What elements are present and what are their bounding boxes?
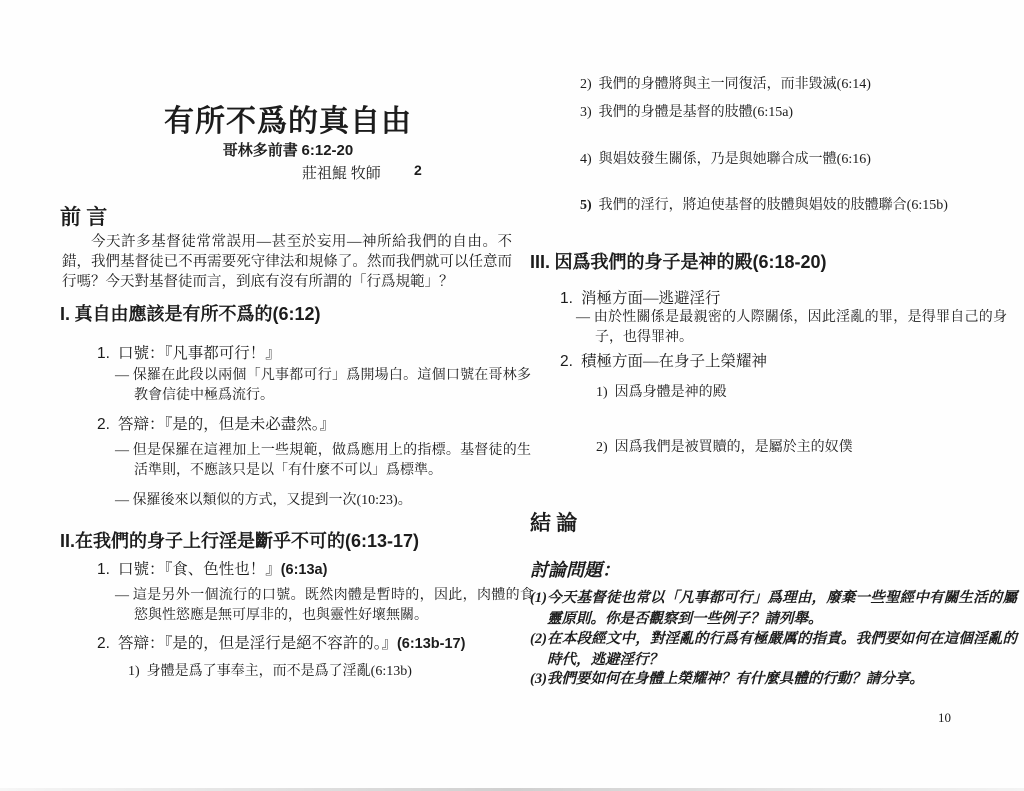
section2-item1-text: 口號：『食、色性也！』: [117, 561, 281, 578]
section3-number: III.: [530, 252, 551, 272]
section1-number: I.: [60, 304, 71, 324]
section2-subitem2: [580, 73, 871, 93]
author-name: 莊祖鯤 牧師: [302, 166, 381, 182]
section3-item1-label: 1.: [560, 290, 573, 307]
header-number: 2: [414, 162, 422, 178]
section2-subitem4-label: 4): [580, 152, 592, 167]
section3-subitem1-text: 因爲身體是神的殿: [614, 385, 727, 400]
section2-subitem3: [580, 101, 793, 121]
section1-item1: [97, 341, 281, 363]
section1-item2-text: 答辯：『是的，但是未必盡然。』: [117, 416, 335, 433]
discussion-heading: 討論問題：: [530, 560, 620, 580]
discussion-question-2: (2)在本段經文中，對淫亂的行爲有極嚴厲的指責。我們要如何在這個淫亂的時代，逃避淫行？: [530, 631, 1017, 668]
section2-subitem5-label: 5): [580, 198, 592, 213]
section2-item1-label: 1.: [97, 561, 110, 578]
section1-ref: (6:12): [272, 304, 321, 324]
section3-item1-text: 消極方面—逃避淫行: [580, 290, 721, 307]
section3-subitem2: [596, 436, 853, 456]
conclusion-heading: 結 論: [530, 511, 578, 535]
section3-heading: [530, 248, 827, 274]
section1-item2-note1: — 但是保羅在這裡加上一些規範，做爲應用上的指標。基督徒的生活準則，不應該只是以「有什麼不可以」爲標準。: [115, 443, 531, 478]
section1-item2-label: 2.: [97, 416, 110, 433]
section2-number: II.: [60, 531, 76, 551]
section1-item2: [97, 412, 335, 434]
section2-item2: [97, 631, 465, 653]
section2-subitem4-text: 與娼妓發生關係，乃是與她聯合成一體(6:16): [598, 152, 871, 167]
section3-item2: [560, 349, 767, 371]
section1-item2-note2: — 保羅後來以類似的方式，又提到一次(10:23)。: [115, 493, 412, 508]
foreword-paragraph: 今天許多基督徒常常誤用—甚至於妄用—神所給我們的自由。不錯，我們基督徒已不再需要死守律法和規條了。然而我們就可以任意而行嗎？今天對基督徒而言，到底有沒有所謂的「行爲規範」？: [62, 234, 512, 290]
discussion-question-3: (3)我們要如何在身體上榮耀神？有什麼具體的行動？請分享。: [530, 671, 924, 687]
section1-item1-note: — 保羅在此段以兩個「凡事都可行」爲開場白。這個口號在哥林多教會信徒中極爲流行。: [115, 368, 531, 403]
section3-subitem2-text: 因爲我們是被買贖的，是屬於主的奴僕: [614, 440, 853, 455]
section2-ref: (6:13-17): [345, 531, 420, 551]
section2-subitem3-text: 我們的身體是基督的肢體(6:15a): [598, 105, 794, 120]
section2-subitem2-label: 2): [580, 77, 592, 92]
section2-subitem1-label: 1): [128, 664, 140, 679]
section3-subitem2-label: 2): [596, 440, 608, 455]
document-title: 有所不爲的真自由: [164, 105, 412, 138]
section3-item1: [560, 286, 720, 308]
section2-subitem5-text: 我們的淫行，將迫使基督的肢體與娼妓的肢體聯合(6:15b): [598, 198, 948, 213]
section3-item2-text: 積極方面—在身子上榮耀神: [580, 353, 767, 370]
section2-item1-ref: (6:13a): [280, 562, 328, 578]
section3-subitem1-label: 1): [596, 385, 608, 400]
section2-subitem4: [580, 148, 871, 168]
foreword-heading: 前 言: [60, 205, 108, 229]
section1-item1-label: 1.: [97, 345, 110, 362]
section2-item2-text: 答辯：『是的，但是淫行是絕不容許的。』: [117, 635, 397, 652]
section2-subitem1-text: 身體是爲了事奉主，而不是爲了淫亂(6:13b): [146, 664, 412, 679]
scripture-book: 哥林多前書: [222, 143, 302, 159]
section3-item2-label: 2.: [560, 353, 573, 370]
section3-ref: (6:18-20): [752, 252, 827, 272]
section2-subitem3-label: 3): [580, 105, 592, 120]
section2-item2-ref: (6:13b-17): [396, 636, 466, 652]
section1-item1-text: 口號：『凡事都可行！』: [117, 345, 281, 362]
page-number: 10: [938, 710, 951, 725]
section2-subitem2-text: 我們的身體將與主一同復活，而非毀滅(6:14): [598, 77, 871, 92]
section3-subitem1: [596, 381, 727, 401]
section2-heading: [60, 527, 419, 553]
section2-subitem1: [128, 660, 412, 680]
section2-item1-note: — 這是另外一個流行的口號。既然肉體是暫時的，因此，肉體的食慾與性慾應是無可厚非的，也與靈性好壞無關。: [115, 588, 534, 623]
scripture-verses: 6:12-20: [301, 142, 354, 159]
section3-title: 因爲我們的身子是神的殿: [550, 252, 753, 272]
section1-heading: [60, 300, 321, 326]
scripture-reference: [60, 139, 516, 160]
right-column: [530, 0, 1017, 791]
discussion-question-1: (1)今天基督徒也常以「凡事都可行」爲理由，廢棄一些聖經中有關生活的屬靈原則。你是否觀察到一些例子？請列舉。: [530, 590, 1017, 627]
section1-title: 真自由應該是有所不爲的: [70, 304, 273, 324]
left-column: [60, 0, 534, 791]
section3-item1-note: — 由於性關係是最親密的人際關係，因此淫亂的罪，是得罪自己的身子，也得罪神。: [576, 310, 1007, 345]
section2-subitem5: [580, 194, 948, 214]
section2-title: 在我們的身子上行淫是斷乎不可的: [75, 531, 346, 551]
section2-item2-label: 2.: [97, 635, 110, 652]
section2-item1: [97, 557, 327, 579]
